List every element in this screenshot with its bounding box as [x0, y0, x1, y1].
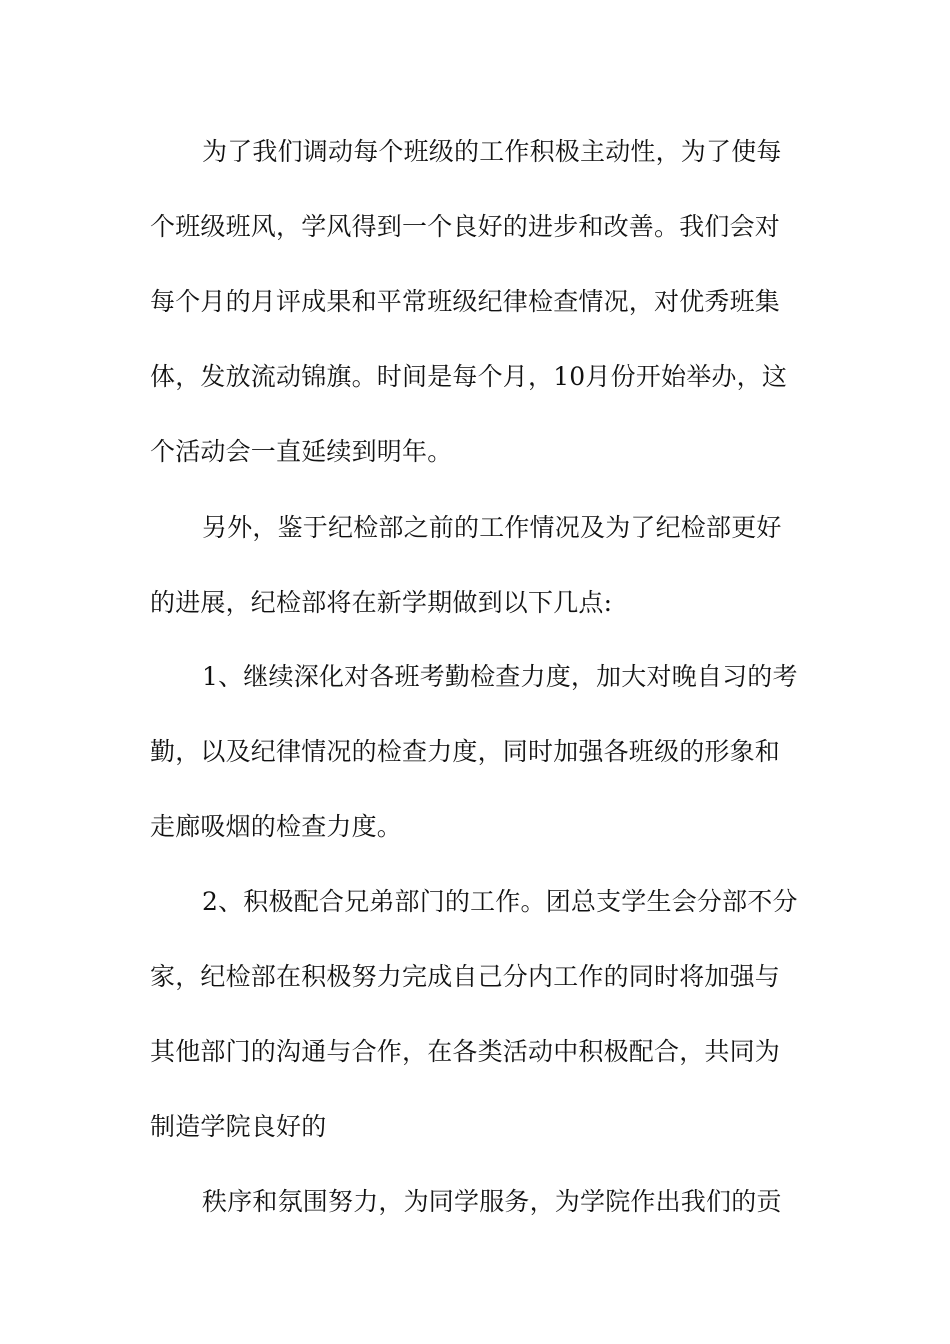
- paragraph-1-line-2: 个班级班风，学风得到一个良好的进步和改善。我们会对: [150, 212, 781, 241]
- paragraph-4-line-3: 其他部门的沟通与合作，在各类活动中积极配合，共同为: [150, 1037, 781, 1066]
- paragraph-2-line-2: 的进展，纪检部将在新学期做到以下几点:: [150, 588, 613, 617]
- paragraph-1-line-5: 个活动会一直延续到明年。: [150, 437, 453, 466]
- paragraph-2-line-1: 另外，鉴于纪检部之前的工作情况及为了纪检部更好: [202, 513, 782, 542]
- paragraph-4-line-2: 家，纪检部在积极努力完成自己分内工作的同时将加强与: [150, 962, 781, 991]
- paragraph-4-line-1: 2、积极配合兄弟部门的工作。团总支学生会分部不分: [202, 887, 798, 916]
- paragraph-4-line-4: 制造学院良好的: [150, 1112, 327, 1141]
- paragraph-5-line-1: 秩序和氛围努力，为同学服务，为学院作出我们的贡: [202, 1187, 782, 1216]
- paragraph-3-line-1: 1、继续深化对各班考勤检查力度，加大对晚自习的考: [202, 662, 798, 691]
- paragraph-1-line-4: 体，发放流动锦旗。时间是每个月，10月份开始举办，这: [150, 362, 788, 391]
- paragraph-1-line-1: 为了我们调动每个班级的工作积极主动性，为了使每: [202, 137, 782, 166]
- paragraph-3-line-2: 勤，以及纪律情况的检查力度，同时加强各班级的形象和: [150, 737, 781, 766]
- paragraph-1-line-3: 每个月的月评成果和平常班级纪律检查情况，对优秀班集: [150, 287, 781, 316]
- paragraph-3-line-3: 走廊吸烟的检查力度。: [150, 812, 403, 841]
